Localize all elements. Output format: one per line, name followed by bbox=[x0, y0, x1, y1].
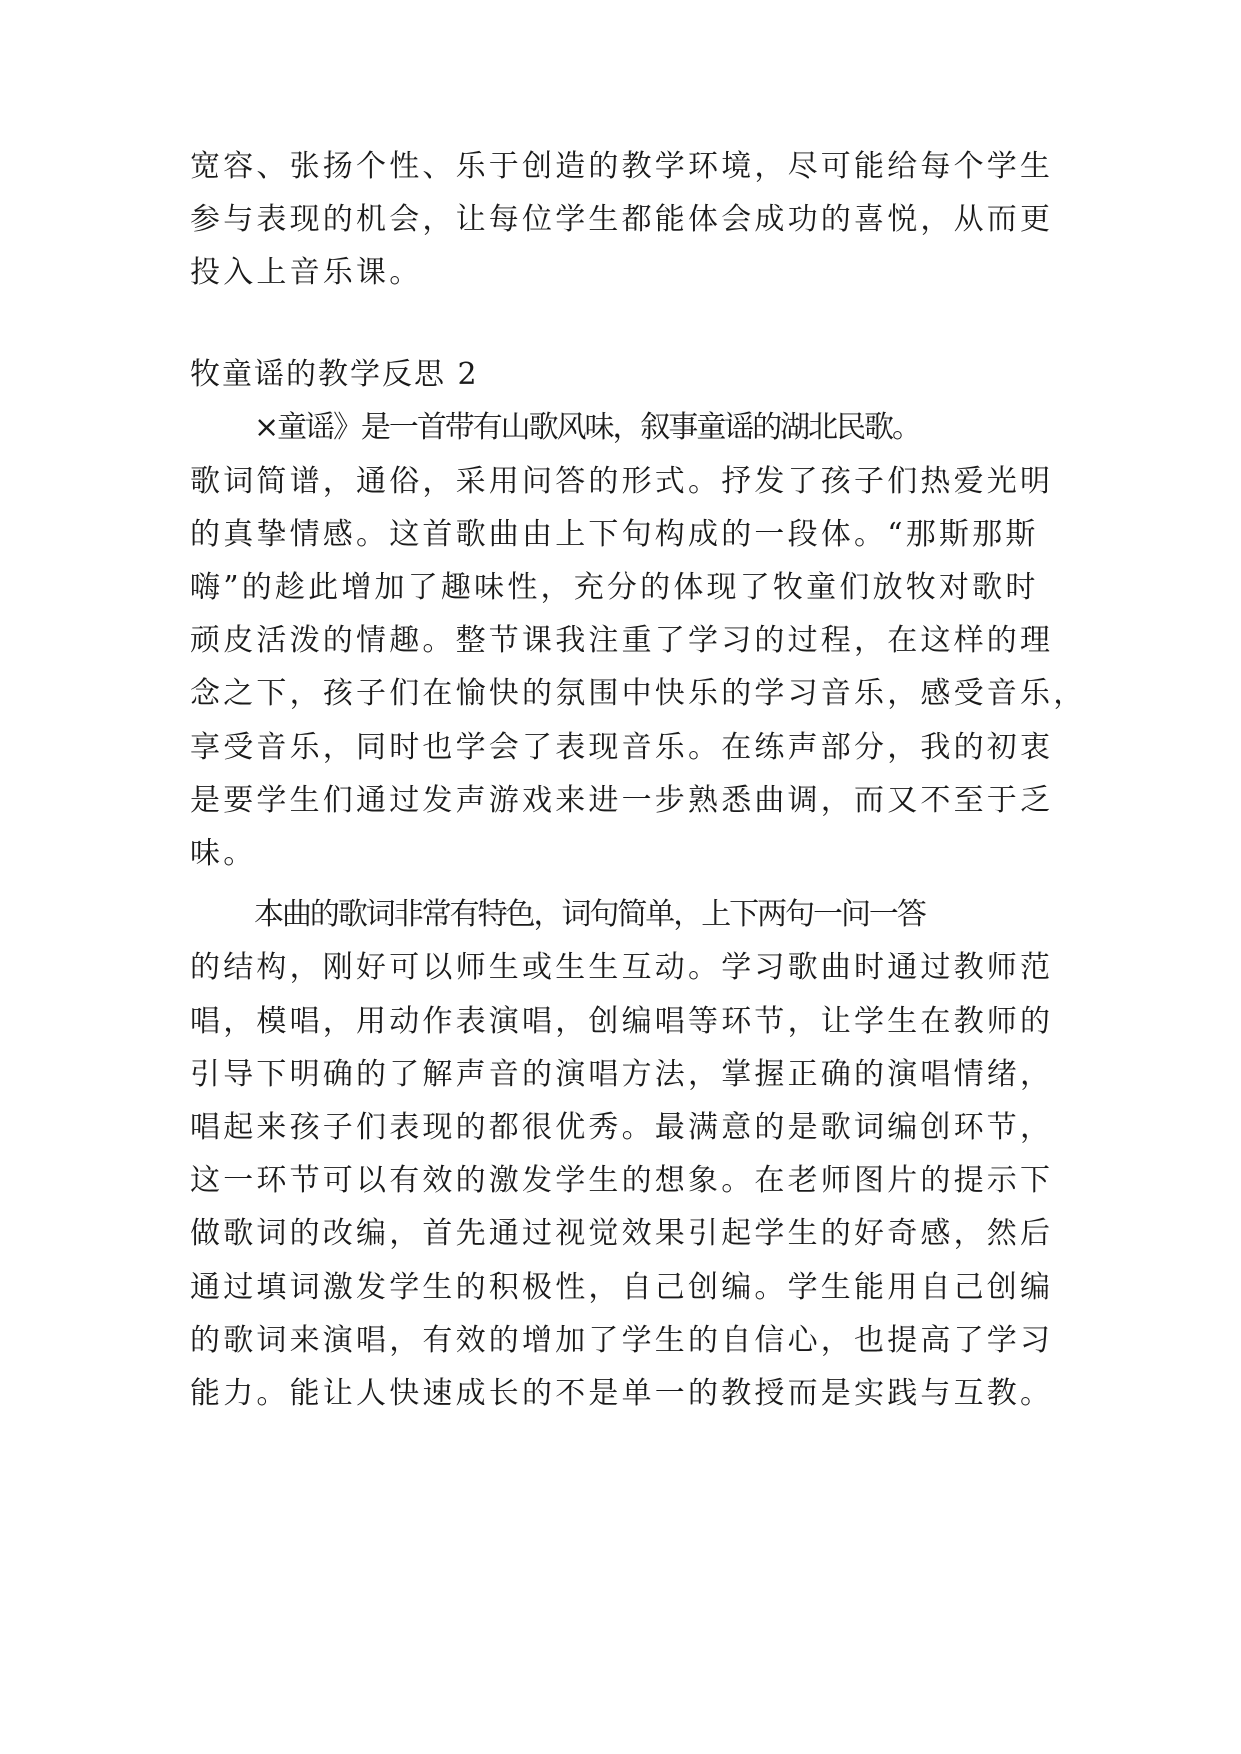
section-title: 牧童谣的教学反思 2 bbox=[190, 357, 479, 392]
paragraph-line: 的结构，刚好可以师生或生生互动。学习歌曲时通过教师范 bbox=[190, 950, 1054, 985]
paragraph-line: 引导下明确的了解声音的演唱方法，掌握正确的演唱情绪， bbox=[190, 1057, 1054, 1092]
paragraph-line: 能力。能让人快速成长的不是单一的教授而是实践与互教。 bbox=[190, 1376, 1054, 1411]
intro-line: 宽容、张扬个性、乐于创造的教学环境，尽可能给每个学生 bbox=[190, 149, 1054, 184]
paragraph-line: 顽皮活泼的情趣。整节课我注重了学习的过程，在这样的理 bbox=[190, 623, 1054, 658]
paragraph-line: 嗨”的趁此增加了趣味性，充分的体现了牧童们放牧对歌时 bbox=[190, 570, 1039, 605]
paragraph-line: 念之下，孩子们在愉快的氛围中快乐的学习音乐，感受音乐， bbox=[190, 676, 1087, 711]
paragraph-line: 的真挚情感。这首歌曲由上下句构成的一段体。“那斯那斯 bbox=[190, 517, 1039, 552]
paragraph-line: 做歌词的改编，首先通过视觉效果引起学生的好奇感，然后 bbox=[190, 1216, 1054, 1251]
paragraph-line: 是要学生们通过发声游戏来进一步熟悉曲调，而又不至于乏 bbox=[190, 783, 1054, 818]
paragraph-line: 味。 bbox=[190, 836, 257, 871]
paragraph-line: 通过填词激发学生的积极性，自己创编。学生能用自己创编 bbox=[190, 1270, 1054, 1305]
paragraph-line: 这一环节可以有效的激发学生的想象。在老师图片的提示下 bbox=[190, 1163, 1054, 1198]
paragraph-line: 的歌词来演唱，有效的增加了学生的自信心，也提高了学习 bbox=[190, 1323, 1054, 1358]
intro-line: 投入上音乐课。 bbox=[190, 255, 423, 290]
paragraph-line: 歌词简谱，通俗，采用问答的形式。抒发了孩子们热爱光明 bbox=[190, 464, 1054, 499]
paragraph-line: 唱，模唱，用动作表演唱，创编唱等环节，让学生在教师的 bbox=[190, 1004, 1054, 1039]
paragraph-line: 享受音乐，同时也学会了表现音乐。在练声部分，我的初衷 bbox=[190, 730, 1054, 765]
intro-line: 参与表现的机会，让每位学生都能体会成功的喜悦，从而更 bbox=[190, 202, 1054, 237]
paragraph-line: 本曲的歌词非常有特色，词句简单，上下两句一问一答 bbox=[254, 897, 925, 932]
paragraph-line: 唱起来孩子们表现的都很优秀。最满意的是歌词编创环节， bbox=[190, 1110, 1054, 1145]
paragraph-line: ×童谣》是一首带有山歌风味，叙事童谣的湖北民歌。 bbox=[254, 410, 920, 445]
